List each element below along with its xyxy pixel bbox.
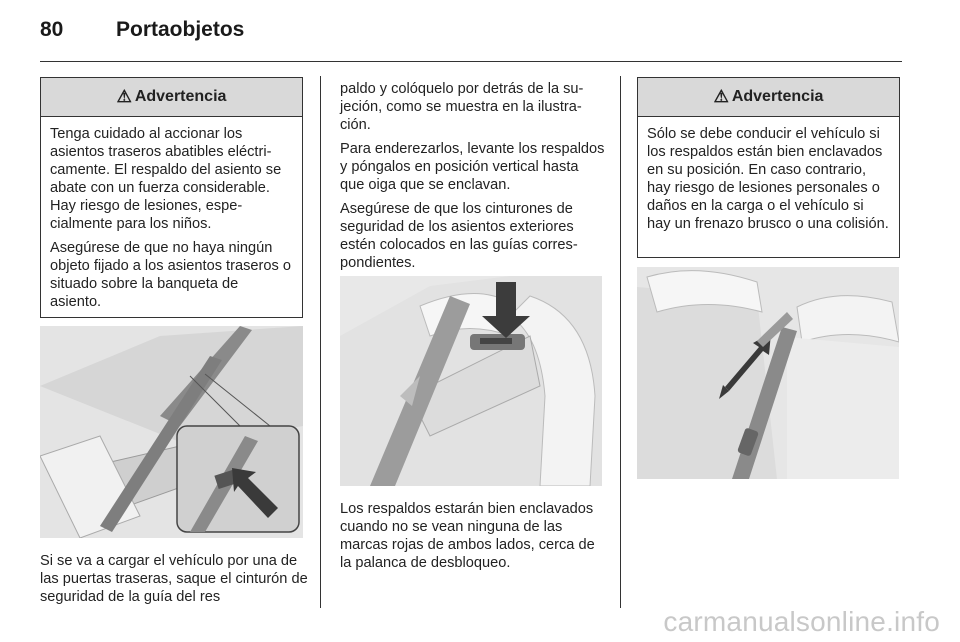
col2-body-text-bottom: Los respaldos estarán bien enclavados cuando no se vean ninguna de las marcas rojas de ambos lados, cerca de la palanca de desbloqueo. bbox=[340, 501, 595, 571]
warning-box-left bbox=[40, 77, 303, 318]
body-paragraph: paldo y colóquelo por detrás de la sujeción, como se muestra en la ilustración. bbox=[340, 81, 584, 133]
page-number: 80 bbox=[40, 18, 64, 41]
body-paragraph: Asegúrese de que los cinturones de seguridad de los asientos exteriores estén colocados en las guías correspondientes. bbox=[340, 201, 578, 271]
warning-triangle-icon: ⚠ bbox=[713, 87, 729, 106]
header-divider bbox=[40, 61, 902, 62]
column-divider-1 bbox=[320, 76, 321, 608]
illustration-belt-release bbox=[340, 276, 602, 486]
illustration-seatbelt-adjust bbox=[637, 267, 899, 479]
col2-body-text-top bbox=[340, 80, 606, 278]
col1-body-text: Si se va a cargar el vehículo por una de las puertas traseras, saque el cinturón de seguridad de la guía del res bbox=[40, 553, 308, 605]
warning-paragraph: Sólo se debe conducir el vehículo si los respaldos están bien enclavados en su posición. En caso contrario, hay riesgo de lesiones personales o daños en la carga o el vehículo si hay un frenazo brusco o una colisión. bbox=[647, 126, 889, 232]
body-paragraph: Para enderezarlos, levante los respaldos y póngalos en posición vertical hasta que oiga que se enclavan. bbox=[340, 141, 605, 193]
illustration-seatbelt-guide bbox=[40, 326, 303, 538]
warning-paragraph: Tenga cuidado al accionar los asientos traseros abatibles eléctricamente. El respaldo del asiento se abate con un fuerza considerable. Hay riesgo de lesiones, especialmente para los niños. bbox=[50, 126, 282, 232]
warning-triangle-icon: ⚠ bbox=[116, 87, 132, 106]
watermark: carmanualsonline.info bbox=[663, 606, 940, 637]
warning-box-right bbox=[637, 77, 900, 258]
warning-heading: ⚠ Advertencia bbox=[638, 78, 899, 117]
page-title: Portaobjetos bbox=[116, 18, 245, 41]
warning-paragraph: Asegúrese de que no haya ningún objeto fijado a los asientos traseros o situado sobre la banqueta de asiento. bbox=[50, 240, 291, 310]
column-divider-2 bbox=[620, 76, 621, 608]
warning-heading: ⚠ Advertencia bbox=[41, 78, 302, 117]
page-header bbox=[40, 18, 244, 42]
